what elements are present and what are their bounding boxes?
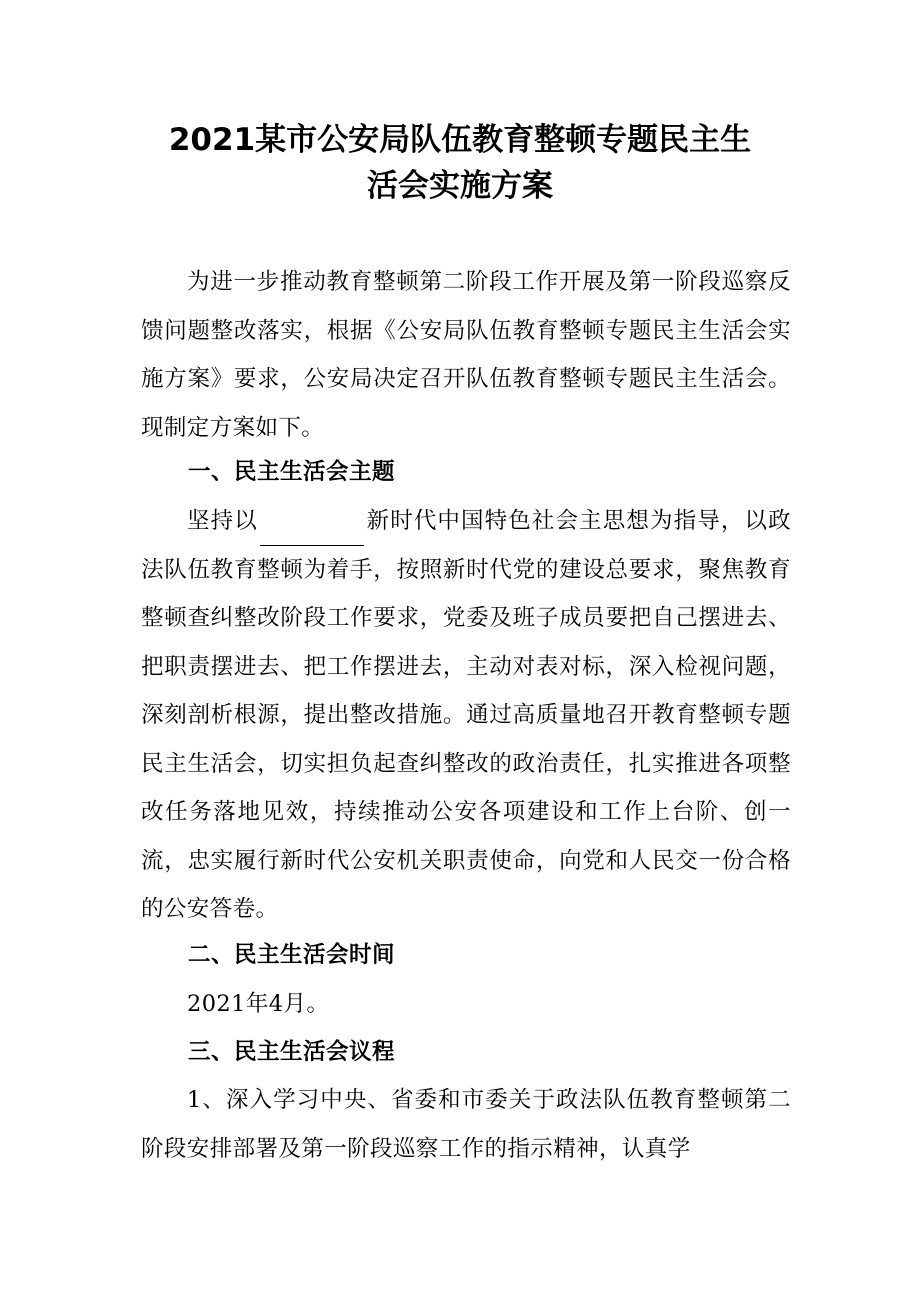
section-1-paragraph-start: 坚持以 (187, 508, 258, 534)
document-title-line-2: 活会实施方案 (367, 168, 553, 204)
section-3-heading: 三、民主生活会议程 (188, 1039, 396, 1065)
section-1-paragraph (141, 497, 791, 934)
section-1-heading: 一、民主生活会主题 (188, 459, 396, 485)
document-title-line-1: 2021某市公安局队伍教育整顿专题民主生 (168, 122, 752, 158)
section-3-paragraph: 1、深入学习中央、省委和市委关于政法队伍教育整顿第二阶段安排部署及第一阶段巡察工作的指示精神，认真学 (141, 1087, 791, 1162)
section-1-paragraph-rest: 新时代中国特色社会主思想为指导，以政法队伍教育整顿为着手，按照新时代党的建设总要求，聚焦教育整顿查纠整改阶段工作要求，党委及班子成员要把自己摆进去、把职责摆进去、把工作摆进去，主动对表对标，深入检视问题，深刻剖析根源，提出整改措施。通过高质量地召开教育整顿专题民主生活会，切实担负起查纠整改的政治责任，扎实推进各项整改任务落地见效，持续推动公安各项建设和工作上台阶、创一流，忠实履行新时代公安机关职责使命，向党和人民交一份合格的公安答卷。 (141, 508, 791, 922)
fill-in-blank (260, 519, 364, 546)
intro-paragraph: 为进一步推动教育整顿第二阶段工作开展及第一阶段巡察反馈问题整改落实，根据《公安局队伍教育整顿专题民主生活会实施方案》要求，公安局决定召开队伍教育整顿专题民主生活会。现制定方案如下。 (141, 269, 791, 441)
section-2-paragraph: 2021年4月。 (187, 991, 330, 1017)
section-2-heading: 二、民主生活会时间 (188, 942, 396, 968)
